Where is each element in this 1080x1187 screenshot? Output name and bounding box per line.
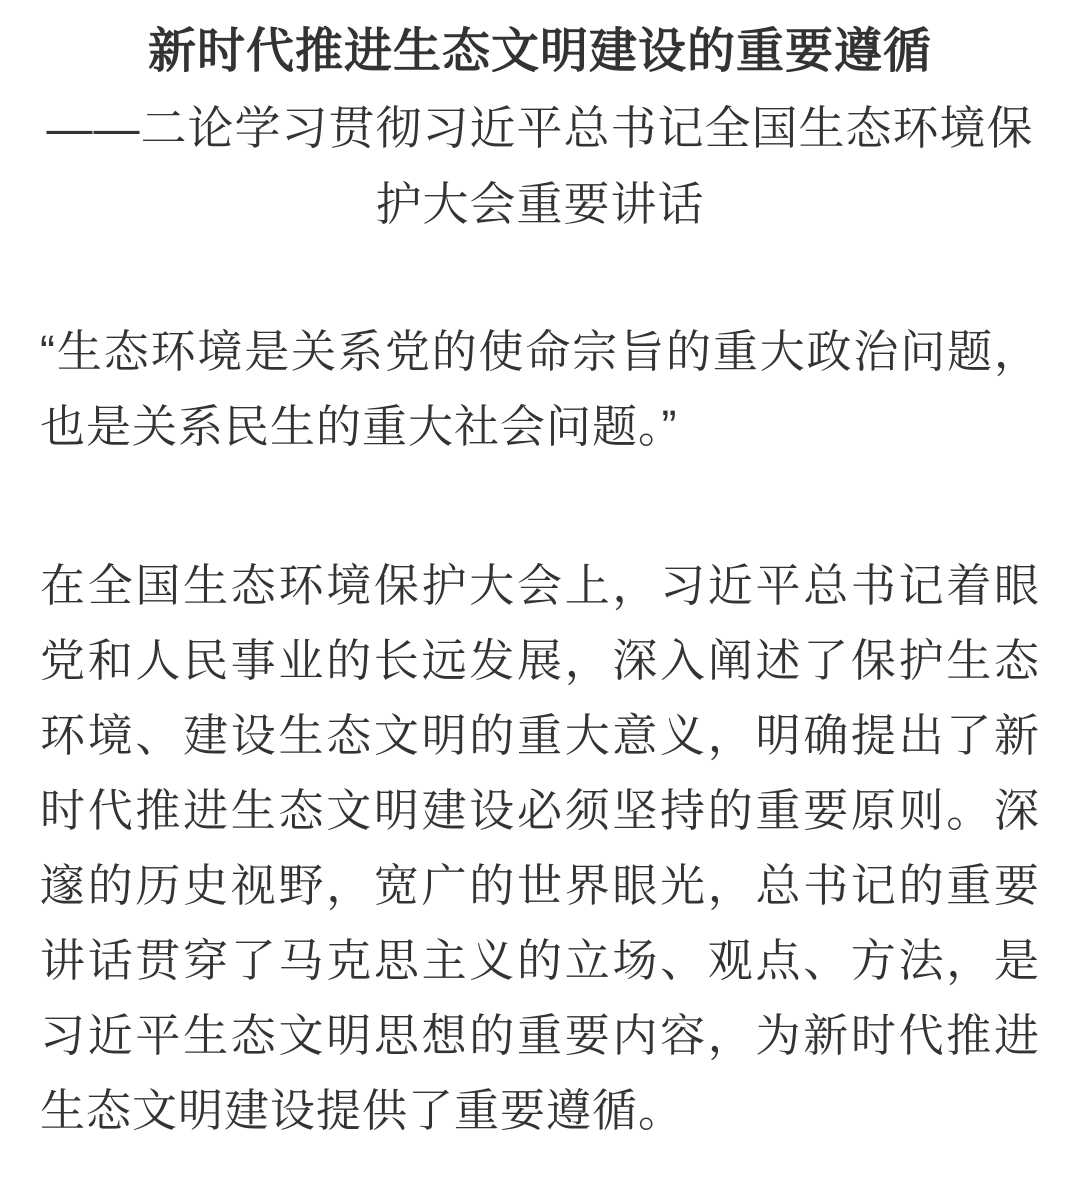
body-paragraph: 在全国生态环境保护大会上，习近平总书记着眼党和人民事业的长远发展，深入阐述了保护生态环境、建设生态文明的重大意义，明确提出了新时代推进生态文明建设必须坚持的重要原则。深邃的历史视野，宽广的世界眼光，总书记的重要讲话贯穿了马克思主义的立场、观点、方法，是习近平生态文明思想的重要内容，为新时代推进生态文明建设提供了重要遵循。 xyxy=(40,560,1040,1136)
quote-paragraph: “生态环境是关系党的使命宗旨的重大政治问题，也是关系民生的重大社会问题。” xyxy=(40,326,1040,452)
article-subtitle: ——二论学习贯彻习近平总书记全国生态环境保护大会重要讲话 xyxy=(46,102,1034,230)
article-title: 新时代推进生态文明建设的重要遵循 xyxy=(147,25,932,78)
